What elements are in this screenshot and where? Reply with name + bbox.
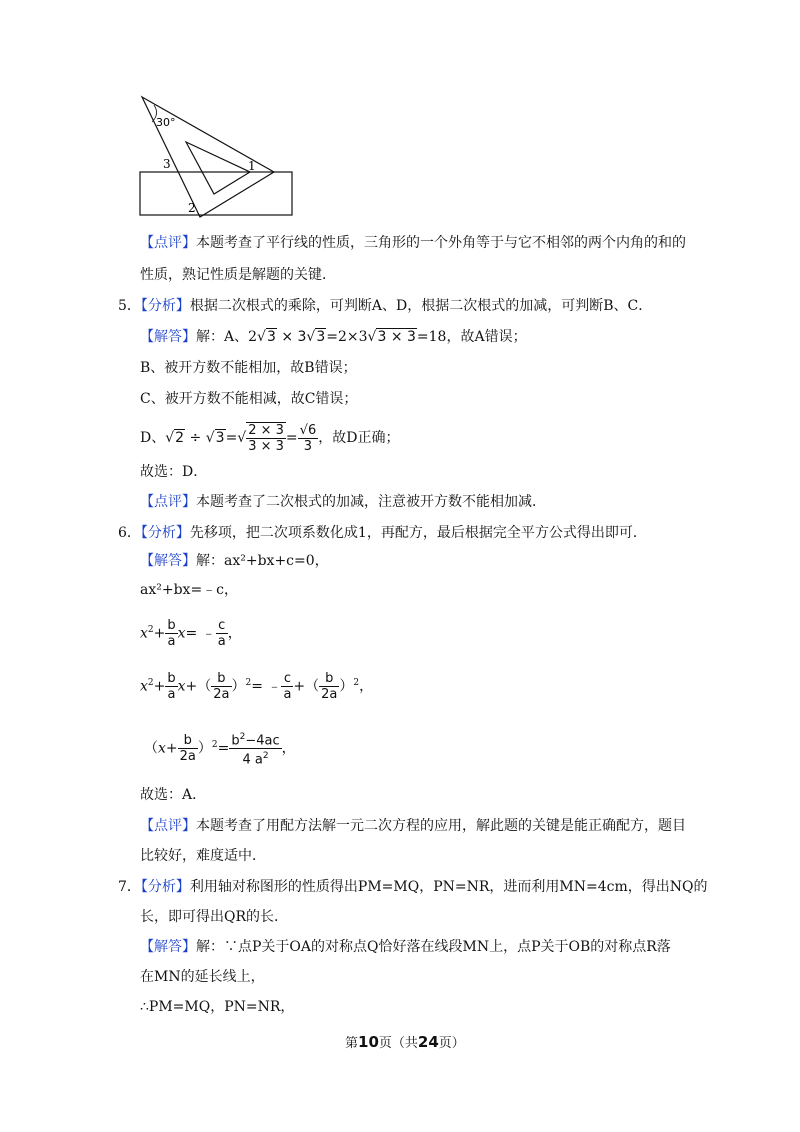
q7-solution-line2: 在MN的延长线上， [140, 969, 265, 985]
q7-analysis-line1: 7．【分析】利用轴对称图形的性质得出PM=MQ，PN=NR，进而利用MN=4cm，得出NQ的 [118, 879, 708, 895]
q4-review-line1: 【点评】本题考查了平行线的性质，三角形的一个外角等于与它不相邻的两个内角的和的 [140, 235, 686, 251]
q7-solution-line1: 【解答】解：∵点P关于OA的对称点Q恰好落在线段MN上，点P关于OB的对称点R落 [140, 939, 671, 955]
q5-line-b: B、被开方数不能相加，故B错误； [140, 360, 357, 376]
geometry-figure [130, 92, 300, 222]
figure-label-3: 3 [163, 157, 171, 171]
figure-label-1: 1 [248, 159, 256, 173]
page-number: 第10页（共24页） [345, 1033, 465, 1051]
figure-angle-30: 30° [156, 116, 176, 129]
q7-analysis-line2: 长，即可得出QR的长． [140, 909, 289, 925]
figure-inner-triangle [186, 142, 250, 194]
figure-outer-triangle [142, 97, 274, 217]
q4-review-line2: 性质，熟记性质是解题的关键． [140, 267, 336, 283]
q6-step2: $x^2+$ $\frac{b}{a}$ x= ﹣ $\frac{c}{a}$ ， [140, 618, 242, 650]
q7-solution-line3: ∴PM=MQ，PN=NR， [140, 999, 295, 1015]
q5-choose: 故选：D． [140, 464, 208, 480]
q5-line-c: C、被开方数不能相减，故C错误； [140, 391, 358, 407]
q6-choose: 故选：A． [140, 787, 207, 803]
review-tag: 【点评】 [140, 235, 196, 251]
q6-analysis: 6．【分析】先移项，把二次项系数化成1，再配方，最后根据完全平方公式得出即可． [118, 525, 647, 541]
q6-step1: ax²+bx=﹣c， [140, 582, 239, 598]
q6-solution: 【解答】解：ax²+bx+c=0， [140, 553, 329, 569]
figure-label-2: 2 [188, 201, 196, 215]
q5-solution-a: 【解答】解：A、2√3 × 3√3=2×3√3 × 3=18，故A错误； [140, 329, 527, 345]
q6-review-line1: 【点评】本题考查了用配方法解一元二次方程的应用，解此题的关键是能正确配方，题目 [140, 818, 686, 834]
q5-line-d: D、√2 ÷ √3=√ $\frac{2 \times 3}{3 \times 3}$ = $\frac{√6}{3}$ ，故D正确； [140, 422, 400, 454]
q5-review: 【点评】本题考查了二次根式的加减，注意被开方数不能相加减． [140, 494, 546, 510]
q6-step3: $x^2+$ $\frac{b}{a}$ x+（ $\frac{b}{2a}$ ）$^2$= ﹣ $\frac{c}{a}$ +（ $\frac{b}{2a}$ ）$^2$， [140, 671, 374, 703]
q5-analysis: 5．【分析】根据二次根式的乘除，可判断A、D，根据二次根式的加减，可判断B、C． [118, 298, 653, 314]
q6-step4: （x+ $\frac{b}{2a}$ ）$^2$= $\frac{b^2-4ac}{4 a^2}$ ， [144, 731, 296, 768]
q6-review-line2: 比较好，难度适中． [140, 848, 266, 864]
figure-rectangle [140, 172, 292, 215]
